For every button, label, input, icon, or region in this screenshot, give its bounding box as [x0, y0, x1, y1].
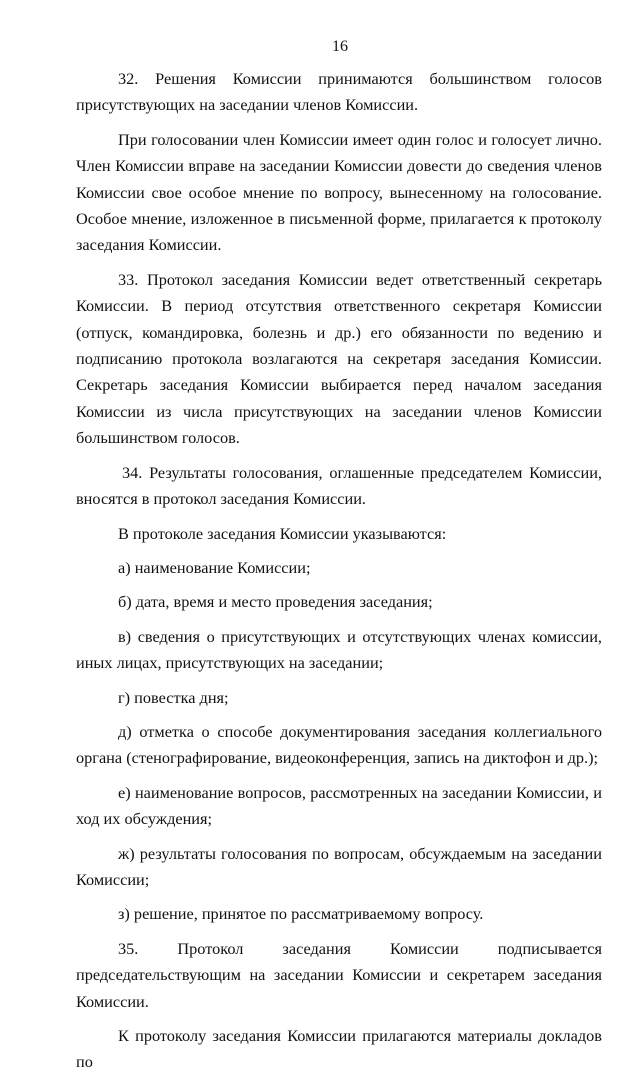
- paragraph-attachments: К протоколу заседания Комиссии прилагаются материалы докладов по: [76, 1026, 602, 1072]
- paragraph-33: 33. Протокол заседания Комиссии ведет ответственный секретарь Комиссии. В период отсутствия ответственного секретаря Комиссии (отпуск, командировка, болезнь и др.) его обязанности по ведению и подписанию протокола возлагаются на секретаря заседания Комиссии. Секретарь заседания Комиссии выбирается перед началом заседания Комиссии из числа присутствующих на заседании членов Комиссии большинством голосов.: [76, 269, 602, 448]
- paragraph-32: 32. Решения Комиссии принимаются большинством голосов присутствующих на заседании членов Комиссии.: [76, 69, 602, 115]
- list-item-zh: ж) результаты голосования по вопросам, обсуждаемым на заседании Комиссии;: [76, 843, 602, 889]
- list-item-d: д) отметка о способе документирования заседания коллегиального органа (стенографирование, видеоконференция, запись на диктофон и др.);: [76, 721, 602, 768]
- list-item-e: е) наименование вопросов, рассмотренных на заседании Комиссии, и ход их обсуждения;: [76, 782, 602, 829]
- paragraph-vote-personal: При голосовании член Комиссии имеет один голос и голосует лично. Член Комиссии вправе на заседании Комиссии довести до сведения членов Комиссии свое особое мнение по вопросу, вынесенному на голосование. Особое мнение, изложенное в письменной форме, прилагается к протоколу заседания Комиссии.: [76, 129, 602, 255]
- list-item-z: з) решение, принятое по рассматриваемому вопросу.: [118, 904, 484, 924]
- paragraph-protocol-contents-intro: В протоколе заседания Комиссии указываются:: [118, 523, 447, 543]
- list-item-g: г) повестка дня;: [118, 687, 229, 707]
- document-body: [76, 66, 602, 1076]
- paragraph-34: 34. Результаты голосования, оглашенные председателем Комиссии, вносятся в протокол заседания Комиссии.: [76, 462, 602, 509]
- page-number: 16: [332, 38, 348, 55]
- paragraph-35: 35. Протокол заседания Комиссии подписывается председательствующим на заседании Комиссии и секретарем заседания Комиссии.: [76, 938, 602, 1011]
- list-item-b: б) дата, время и место проведения заседания;: [118, 592, 433, 612]
- list-item-a: а) наименование Комиссии;: [118, 557, 311, 577]
- list-item-v: в) сведения о присутствующих и отсутствующих членах комиссии, иных лицах, присутствующих на заседании;: [76, 626, 602, 673]
